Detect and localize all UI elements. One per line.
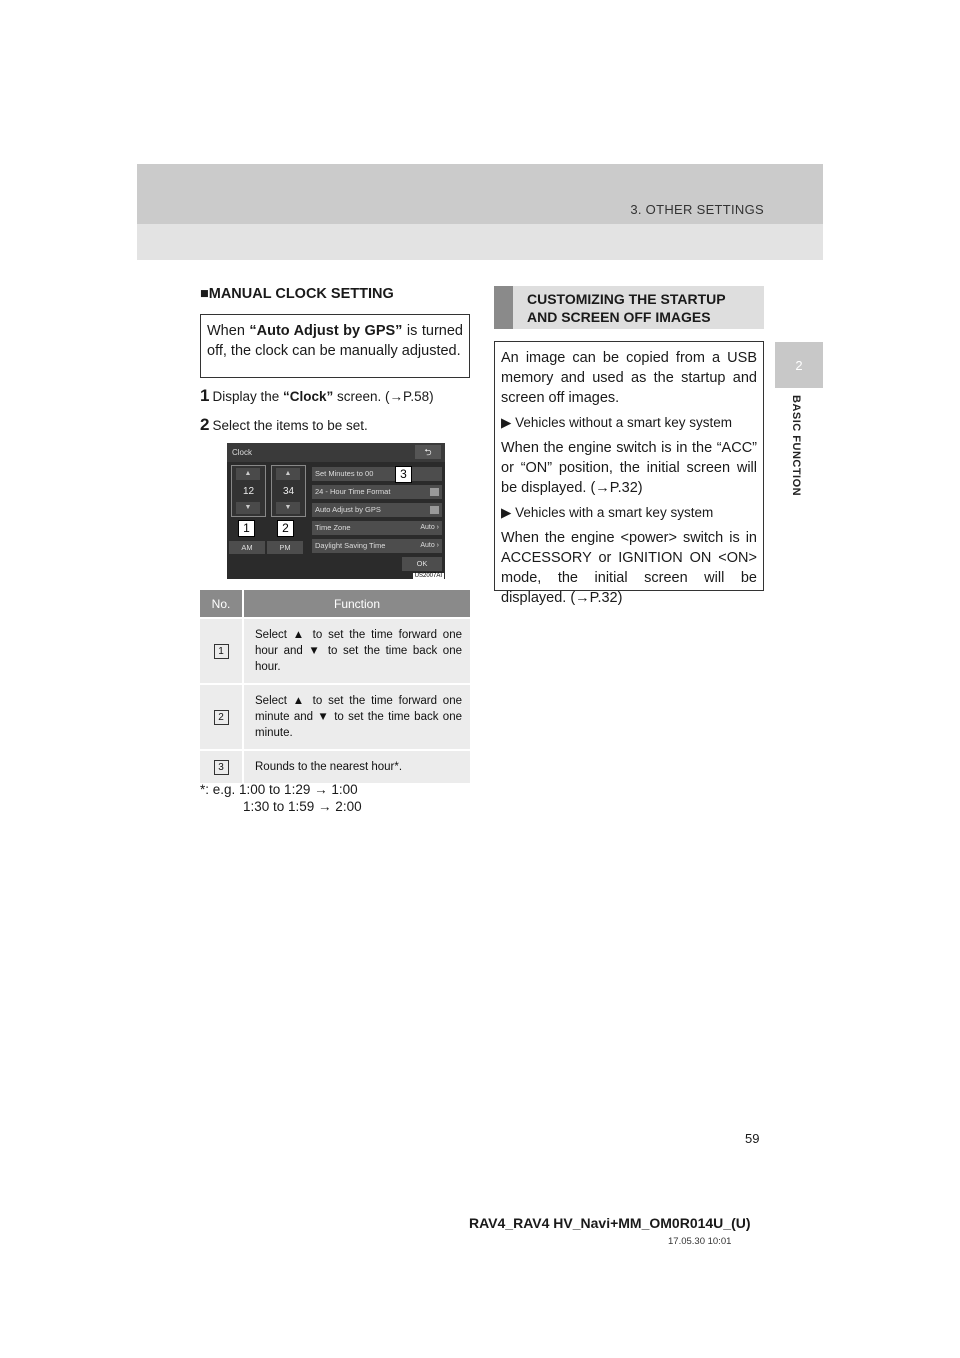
heading-line-2: AND SCREEN OFF IMAGES	[527, 309, 711, 325]
note-suffix: is turned off, the clock can be manually adjusted.	[207, 323, 463, 359]
customizing-box	[494, 341, 764, 606]
callout-1: 1	[238, 520, 255, 537]
step-1-text-a: Display the	[212, 389, 284, 404]
screen-title-bar	[227, 443, 445, 462]
paragraph-without-smart-key: When the engine switch is in the “ACC” or “ON” position, the initial screen will be displayed. (→P.32)	[501, 440, 757, 496]
ok-button[interactable]: OK	[402, 557, 442, 571]
paragraph-with-smart-key: When the engine <power> switch is in ACCESSORY or IGNITION ON <ON> mode, the initial screen will be displayed. (→P.32)	[501, 530, 757, 606]
section-title: 3. OTHER SETTINGS	[630, 202, 764, 217]
manual-clock-heading: ■MANUAL CLOCK SETTING	[200, 286, 394, 302]
step-1	[200, 386, 434, 406]
row-text: Select ▲ to set the time forward one hour and ▼ to set the time back one hour.	[243, 618, 470, 684]
footnote-line-2: 1:30 to 1:59 → 2:00	[243, 799, 362, 814]
model-code: RAV4_RAV4 HV_Navi+MM_OM0R014U_(U)	[469, 1215, 751, 1231]
col-header-no: No.	[200, 590, 243, 618]
hour-down-button[interactable]: ▼	[236, 502, 260, 514]
row-text: Rounds to the nearest hour*.	[243, 750, 470, 783]
note-prefix: When	[207, 323, 250, 339]
function-table	[200, 590, 470, 783]
step-1-text-b: screen. (→P.58)	[333, 389, 434, 404]
step-2	[200, 415, 368, 435]
chapter-number-tab: 2	[775, 342, 823, 388]
row-text: Select ▲ to set the time forward one minute and ▼ to set the time back one minute.	[243, 684, 470, 750]
hour-value: 12	[242, 486, 255, 497]
row-number: 2	[214, 710, 229, 725]
daylight-saving-value: Auto ›	[420, 542, 439, 549]
chapter-label: BASIC FUNCTION	[790, 395, 802, 497]
col-header-function: Function	[243, 590, 470, 618]
bullet-with-smart-key: ▶ Vehicles with a smart key system	[501, 505, 714, 520]
minute-adjuster	[271, 465, 306, 517]
step-1-number: 1	[200, 386, 210, 405]
checkbox-icon	[430, 506, 439, 514]
daylight-saving-label: Daylight Saving Time	[315, 541, 386, 550]
auto-adjust-gps-toggle[interactable]	[312, 503, 442, 517]
page-number: 59	[745, 1131, 760, 1146]
row-number: 1	[214, 644, 229, 659]
step-2-text: Select the items to be set.	[212, 418, 368, 433]
set-minutes-button[interactable]	[312, 467, 442, 481]
hour-up-button[interactable]: ▲	[236, 468, 260, 480]
minute-down-button[interactable]: ▼	[276, 502, 300, 514]
bullet-without-smart-key: ▶ Vehicles without a smart key system	[501, 415, 732, 430]
heading-bar	[494, 286, 513, 329]
callout-3: 3	[395, 466, 412, 483]
step-2-number: 2	[200, 415, 210, 434]
print-stamp: 17.05.30 10:01	[668, 1236, 732, 1247]
illustration-code: US2007AI	[414, 573, 442, 579]
24-hour-format-toggle[interactable]	[312, 485, 442, 499]
hour-adjuster	[231, 465, 266, 517]
screen-title: Clock	[232, 448, 253, 457]
minute-value: 34	[282, 486, 295, 497]
customizing-heading	[494, 286, 764, 329]
footnote-line-1: *: e.g. 1:00 to 1:29 → 1:00	[200, 782, 358, 797]
heading-text	[527, 290, 726, 326]
daylight-saving-button[interactable]	[312, 539, 442, 553]
table-row	[200, 750, 470, 783]
time-zone-label: Time Zone	[315, 523, 351, 532]
auto-adjust-gps-label: Auto Adjust by GPS	[315, 505, 381, 514]
minute-up-button[interactable]: ▲	[276, 468, 300, 480]
checkbox-icon	[430, 488, 439, 496]
header-band-bottom	[137, 224, 823, 260]
intro-text: An image can be copied from a USB memory and used as the startup and screen off images.	[501, 350, 757, 406]
heading-line-1: CUSTOMIZING THE STARTUP	[527, 291, 726, 307]
step-1-bold: “Clock”	[283, 389, 334, 404]
time-zone-button[interactable]	[312, 521, 442, 535]
set-minutes-label: Set Minutes to 00	[315, 469, 374, 478]
note-bold: “Auto Adjust by GPS”	[249, 323, 403, 339]
row-number: 3	[214, 760, 229, 775]
am-button[interactable]: AM	[229, 541, 265, 554]
table-row	[200, 684, 470, 750]
note-box	[200, 314, 470, 378]
time-zone-value: Auto ›	[420, 524, 439, 531]
24-hour-format-label: 24 - Hour Time Format	[315, 487, 391, 496]
table-row	[200, 618, 470, 684]
callout-2: 2	[277, 520, 294, 537]
clock-screen-illustration	[227, 443, 445, 579]
back-icon[interactable]: ⮌	[415, 445, 441, 459]
pm-button[interactable]: PM	[267, 541, 303, 554]
